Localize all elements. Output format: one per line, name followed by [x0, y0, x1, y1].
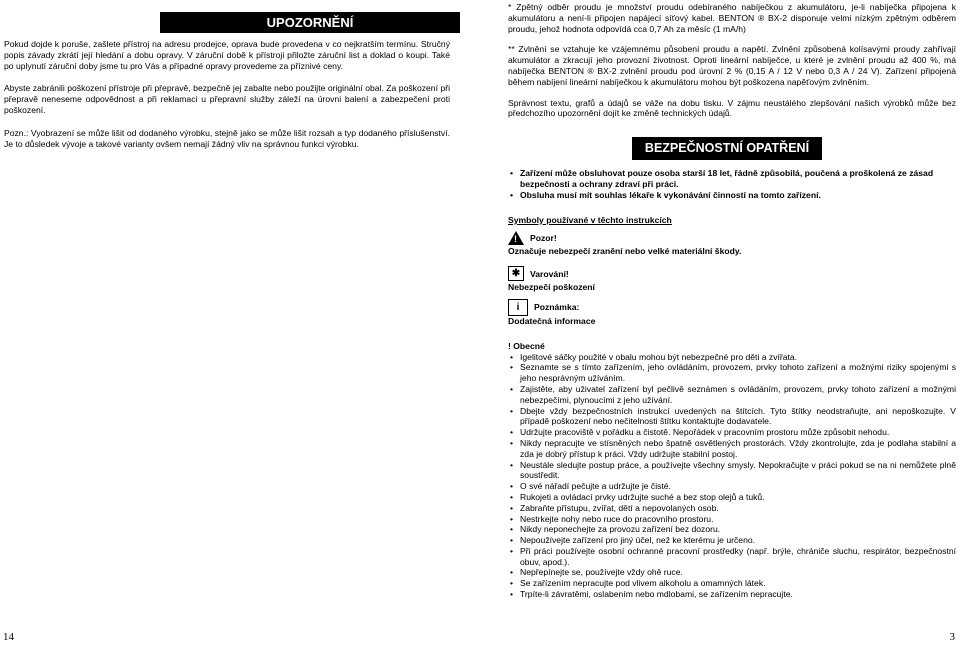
safety-heading: BEZPEČNOSTNÍ OPATŘENÍ [632, 137, 822, 160]
info-text: Dodatečná informace [508, 315, 596, 326]
list-item: • Obsluha musí mít souhlas lékaře k vykonávání činností na tomto zařízení. [508, 190, 956, 201]
list-item: • Nikdy nepracujte ve stísněných nebo špatně osvětlených prostorách. Vždy zkontrolujte, zda je podlaha stabilní a zda je dobrý přístup k práci. Vždy udržujte stabilní postoj. [508, 438, 956, 460]
caution-symbol-row [508, 265, 959, 282]
info-icon: i [508, 299, 528, 316]
general-list [508, 352, 956, 600]
page-number-right: 3 [949, 631, 955, 643]
list-item: • Trpíte-li závratěmi, oslabením nebo mdlobami, se zařízením nepracujte. [508, 589, 956, 600]
page-number-left: 14 [3, 631, 14, 643]
warning-text: Označuje nebezpečí zranění nebo velké materiální škody. [508, 246, 742, 257]
list-item: • Nikdy neponechejte za provozu zařízení bez dozoru. [508, 524, 956, 535]
explosion-icon: ✱ [508, 266, 524, 281]
list-item: • Nepoužívejte zařízení pro jiný účel, než ke kterému je určeno. [508, 535, 956, 546]
list-item: • Seznamte se s tímto zařízením, jeho ovládáním, provozem, prvky tohoto zařízení a možnými riziky spojenými s jeho nesprávným užíváním. [508, 362, 956, 384]
list-item: • Udržujte pracoviště v pořádku a čistotě. Nepořádek v pracovním prostoru může způsobit nehodu. [508, 427, 956, 438]
warning-heading: UPOZORNĚNÍ [160, 12, 460, 33]
list-item: • Rukojeti a ovládací prvky udržujte suché a bez stop olejů a tuků. [508, 492, 956, 503]
list-item: • Zajistěte, aby uživatel zařízení byl pečlivě seznámen s ovládáním, provozem, prvky tohoto zařízení a možnými nebezpečími, plynoucími z jeho užívání. [508, 384, 956, 406]
symbols-heading: Symboly používané v těchto instrukcích [508, 214, 672, 225]
ripple-note: ** Zvlnění se vztahuje ke vzájemnému působení proudu a napětí. Zvlnění způsobená kolísavými proudy zahřívají akumulátor a zkracují jeho provozní životnost. Oproti lineární nabíječce, u které je zvlnění proudu až 400 %, má nabíječka BENTON ® BX-2 zvlnění proudu pod úrovní 2 % (0,15 A / 12 V nebo 0,3 A / 24 V). Zařízení připojená během nabíjení lineární nabíječkou k akumulátoru mohou být poškozena napěťovým zvlněním. [508, 44, 956, 87]
info-label: Poznámka: [534, 302, 580, 313]
info-symbol-row [508, 299, 959, 316]
warning-label: Pozor! [530, 232, 557, 243]
reverse-current-note: * Zpětný odběr proudu je množství proudu odebíraného nabíječkou z akumulátoru, je-li nabíječka připojena k akumulátoru a není-li připojen napájecí síťový kabel. BENTON ® BX-2 disponuje velmi nízkým zpětným odběrem proudu, jehož hodnota odpovídá cca 0,7 Ah za měsíc (1 mA/h) [508, 2, 956, 34]
safety-list [508, 168, 956, 200]
note-paragraph: Pozn.: Vyobrazení se může lišit od dodaného výrobku, stejně jako se může lišit rozsah a typ dodaného příslušenství. Je to důsledek vývoje a takové varianty ovšem nemají žádný vliv na správnou funkci výrobku. [4, 127, 450, 149]
list-item: • Dbejte vždy bezpečnostních instrukcí uvedených na štítcích. Tyto štítky neodstraňujte, ani nepoškozujte. V případě poškození nebo nečitelnosti štítku kontaktujte dodavatele. [508, 406, 956, 428]
accuracy-note: Správnost textu, grafů a údajů se váže na dobu tisku. V zájmu neustálého zlepšování našich výrobků může bez předchozího upozornění dojít ke změně technických údajů. [508, 97, 956, 119]
list-item: • Nestrkejte nohy nebo ruce do pracovního prostoru. [508, 514, 956, 525]
general-heading: ! Obecné [508, 340, 545, 351]
caution-label: Varování! [530, 268, 569, 279]
left-page [0, 0, 460, 149]
caution-text: Nebezpečí poškození [508, 282, 595, 293]
list-item: • Neustále sledujte postup práce, a používejte všechny smysly. Nepokračujte v práci pokud se na ni nemůžete plně soustředit. [508, 460, 956, 482]
list-item: • O své nářadí pečujte a udržujte je čisté. [508, 481, 956, 492]
list-item: • Zařízení může obsluhovat pouze osoba starší 18 let, řádně způsobilá, poučená a proškolená ze zásad bezpečnosti a ochrany zdraví při práci. [508, 168, 956, 190]
list-item: • Nepřepínejte se, používejte vždy ohě ruce. [508, 567, 956, 578]
list-item: • Igelitové sáčky použité v obalu mohou být nebezpečné pro děti a zvířata. [508, 352, 956, 363]
list-item: • Zabraňte přístupu, zvířat, dětí a nepovolaných osob. [508, 503, 956, 514]
repair-paragraph: Pokud dojde k poruše, zašlete přístroj na adresu prodejce, oprava bude provedena v co nejkratším termínu. Stručný popis závady zkrátí její hledání a dobu opravy. V záruční době k přístroji přiložte záruční list a doklad o koupi. Také po uplynutí záruční doby jsme tu pro Vás a případné opravy provedeme za příznivé ceny. [4, 39, 450, 71]
list-item: • Se zařízením nepracujte pod vlivem alkoholu a omamných látek. [508, 578, 956, 589]
warning-symbol-row [508, 229, 959, 246]
list-item: • Při práci používejte osobní ochranné pracovní prostředky (např. brýle, chrániče sluchu, respirátor, bezpečnostní obuv, apod.). [508, 546, 956, 568]
warning-triangle-icon: ! [508, 231, 524, 245]
right-page [498, 0, 959, 600]
transport-paragraph: Abyste zabránili poškození přístroje při přepravě, bezpečně jej zabalte nebo použijte originální obal. Za poškození při přepravě neneseme odpovědnost a při reklamaci u přepravní služby záleží na úrovni balení a zabezpečení proti poškození. [4, 83, 450, 115]
